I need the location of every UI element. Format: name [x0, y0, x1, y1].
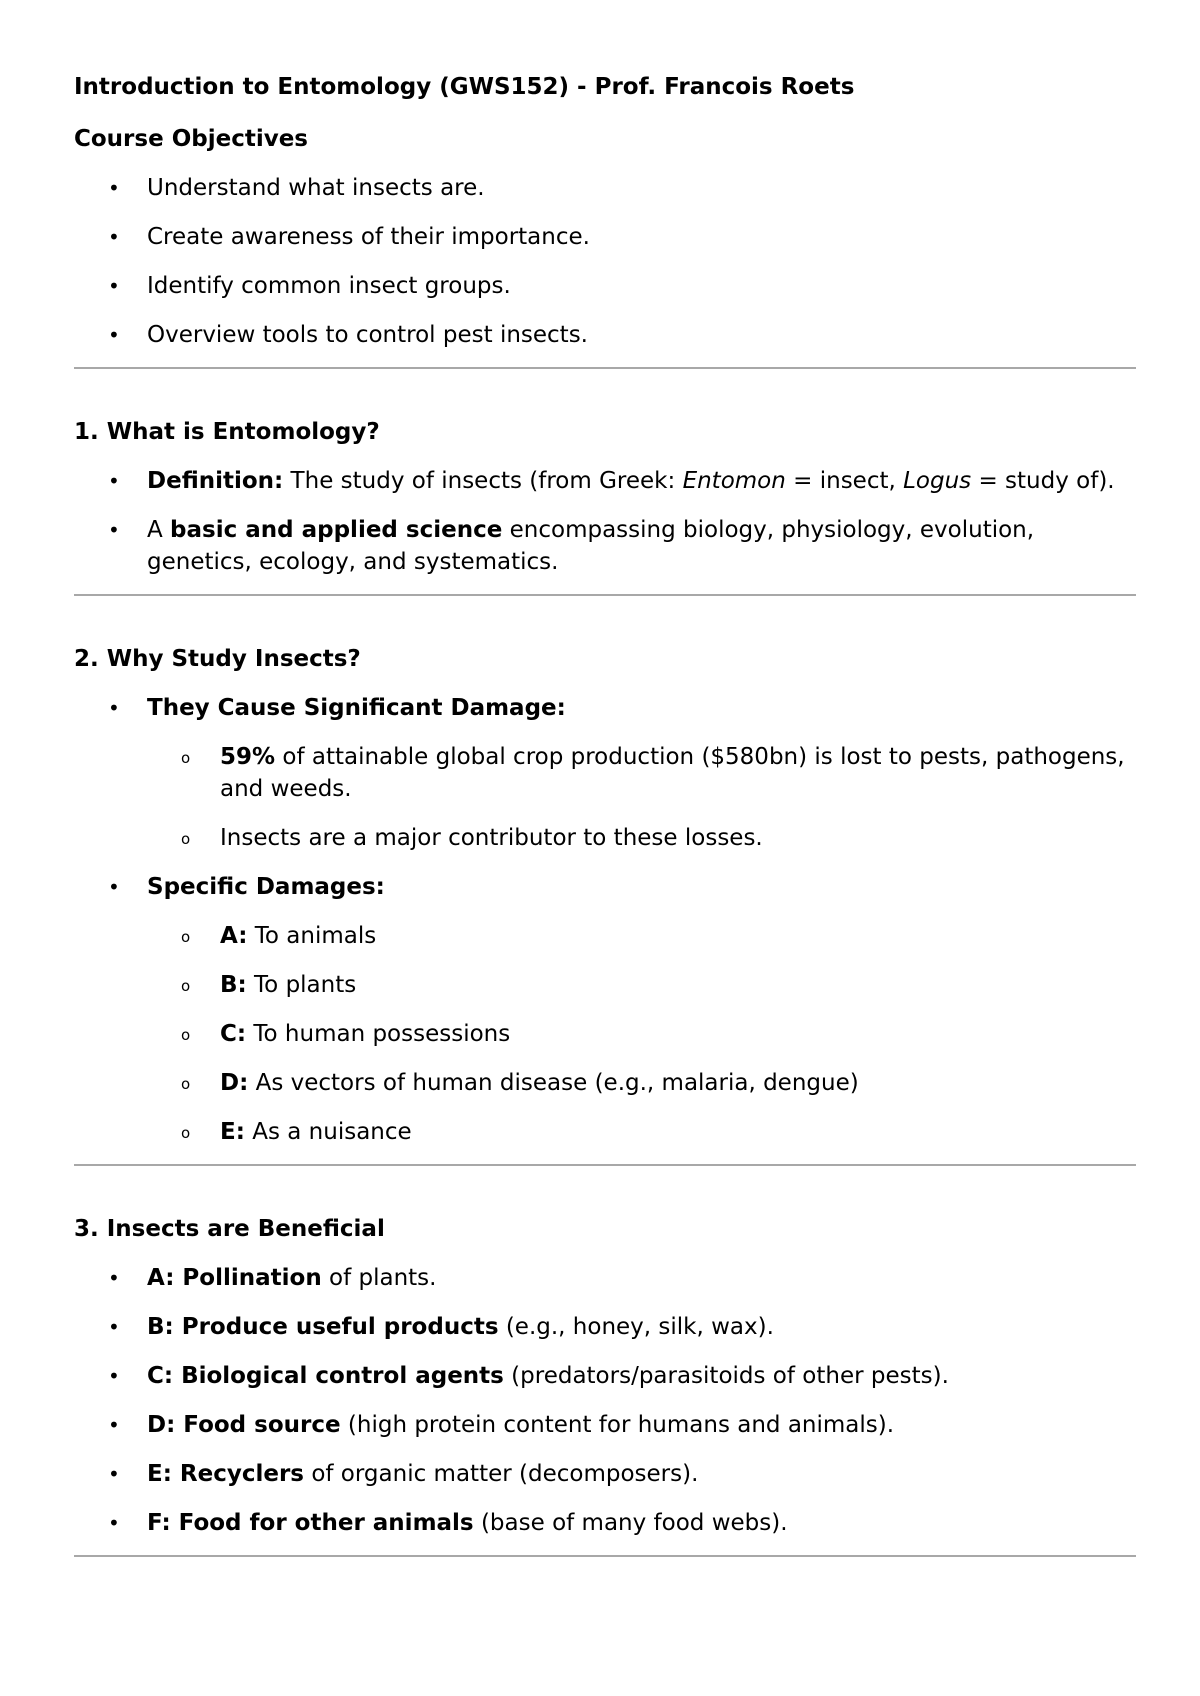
sub-list-item: o E: As a nuisance: [147, 1116, 1136, 1148]
sub-list-item: o C: To human possessions: [147, 1018, 1136, 1050]
section-3-heading: 3. Insects are Beneficial: [74, 1216, 385, 1242]
sub-list-item: o Insects are a major contributor to these losses.: [147, 822, 1136, 854]
bullet-icon: •: [108, 696, 120, 720]
sub-bullet-icon: o: [181, 1075, 191, 1093]
section-divider: [74, 594, 1136, 596]
bullet-icon: •: [108, 274, 120, 298]
sub-list-item: o D: As vectors of human disease (e.g., malaria, dengue): [147, 1067, 1136, 1099]
list-item: • A: Pollination of plants.: [74, 1262, 1136, 1294]
bullet-icon: •: [108, 176, 120, 200]
section-divider: [74, 367, 1136, 369]
bullet-icon: •: [108, 875, 120, 899]
list-item: • B: Produce useful products (e.g., honey, silk, wax).: [74, 1311, 1136, 1343]
section-1-list: [74, 465, 1136, 578]
list-item: • D: Food source (high protein content for humans and animals).: [74, 1409, 1136, 1441]
sub-bullet-icon: o: [181, 977, 191, 995]
sub-bullet-icon: o: [181, 749, 191, 767]
document-page: [74, 72, 1136, 1557]
sub-bullet-icon: o: [181, 1124, 191, 1142]
bullet-icon: •: [108, 1364, 120, 1388]
section-3-list: [74, 1262, 1136, 1539]
bullet-icon: •: [108, 1315, 120, 1339]
list-item: • Specific Damages: o A: To animals o B: To plants o C: To human possessions o D: As vectors of human disease (e.g., malaria, dengue) o E: As a nuisance: [74, 871, 1136, 1148]
list-item: • A basic and applied science encompassing biology, physiology, evolution, genetics, ecology, and systematics.: [74, 514, 1136, 578]
list-item: • F: Food for other animals (base of many food webs).: [74, 1507, 1136, 1539]
bullet-icon: •: [108, 469, 120, 493]
section-divider: [74, 1164, 1136, 1166]
objectives-heading: Course Objectives: [74, 126, 308, 152]
document-title: Introduction to Entomology (GWS152) - Prof. Francois Roets: [74, 74, 855, 100]
section-2-list: [74, 692, 1136, 1148]
section-divider: [74, 1555, 1136, 1557]
bullet-icon: •: [108, 1462, 120, 1486]
sub-bullet-icon: o: [181, 928, 191, 946]
sub-list-item: o B: To plants: [147, 969, 1136, 1001]
sub-bullet-icon: o: [181, 830, 191, 848]
list-item: • Create awareness of their importance.: [74, 221, 1136, 253]
section-1-heading: 1. What is Entomology?: [74, 419, 380, 445]
specific-damages-sublist: [147, 920, 1136, 1148]
sub-list-item: o A: To animals: [147, 920, 1136, 952]
sub-bullet-icon: o: [181, 1026, 191, 1044]
list-item: • C: Biological control agents (predators/parasitoids of other pests).: [74, 1360, 1136, 1392]
bullet-icon: •: [108, 1511, 120, 1535]
list-item: • Overview tools to control pest insects.: [74, 319, 1136, 351]
list-item: • They Cause Significant Damage: o 59% of attainable global crop production ($580bn) is lost to pests, pathogens, and weeds. o Insects are a major contributor to these losses.: [74, 692, 1136, 854]
bullet-icon: •: [108, 225, 120, 249]
bullet-icon: •: [108, 1413, 120, 1437]
list-item: • Definition: The study of insects (from Greek: Entomon = insect, Logus = study of).: [74, 465, 1136, 497]
damage-sublist: [147, 741, 1136, 854]
bullet-icon: •: [108, 1266, 120, 1290]
objectives-list: [74, 172, 1136, 351]
list-item: • Understand what insects are.: [74, 172, 1136, 204]
list-item: • Identify common insect groups.: [74, 270, 1136, 302]
section-2-heading: 2. Why Study Insects?: [74, 646, 361, 672]
sub-list-item: o 59% of attainable global crop production ($580bn) is lost to pests, pathogens, and weeds.: [181, 744, 1125, 802]
bullet-icon: •: [108, 323, 120, 347]
bullet-icon: •: [108, 518, 120, 542]
list-item: • E: Recyclers of organic matter (decomposers).: [74, 1458, 1136, 1490]
